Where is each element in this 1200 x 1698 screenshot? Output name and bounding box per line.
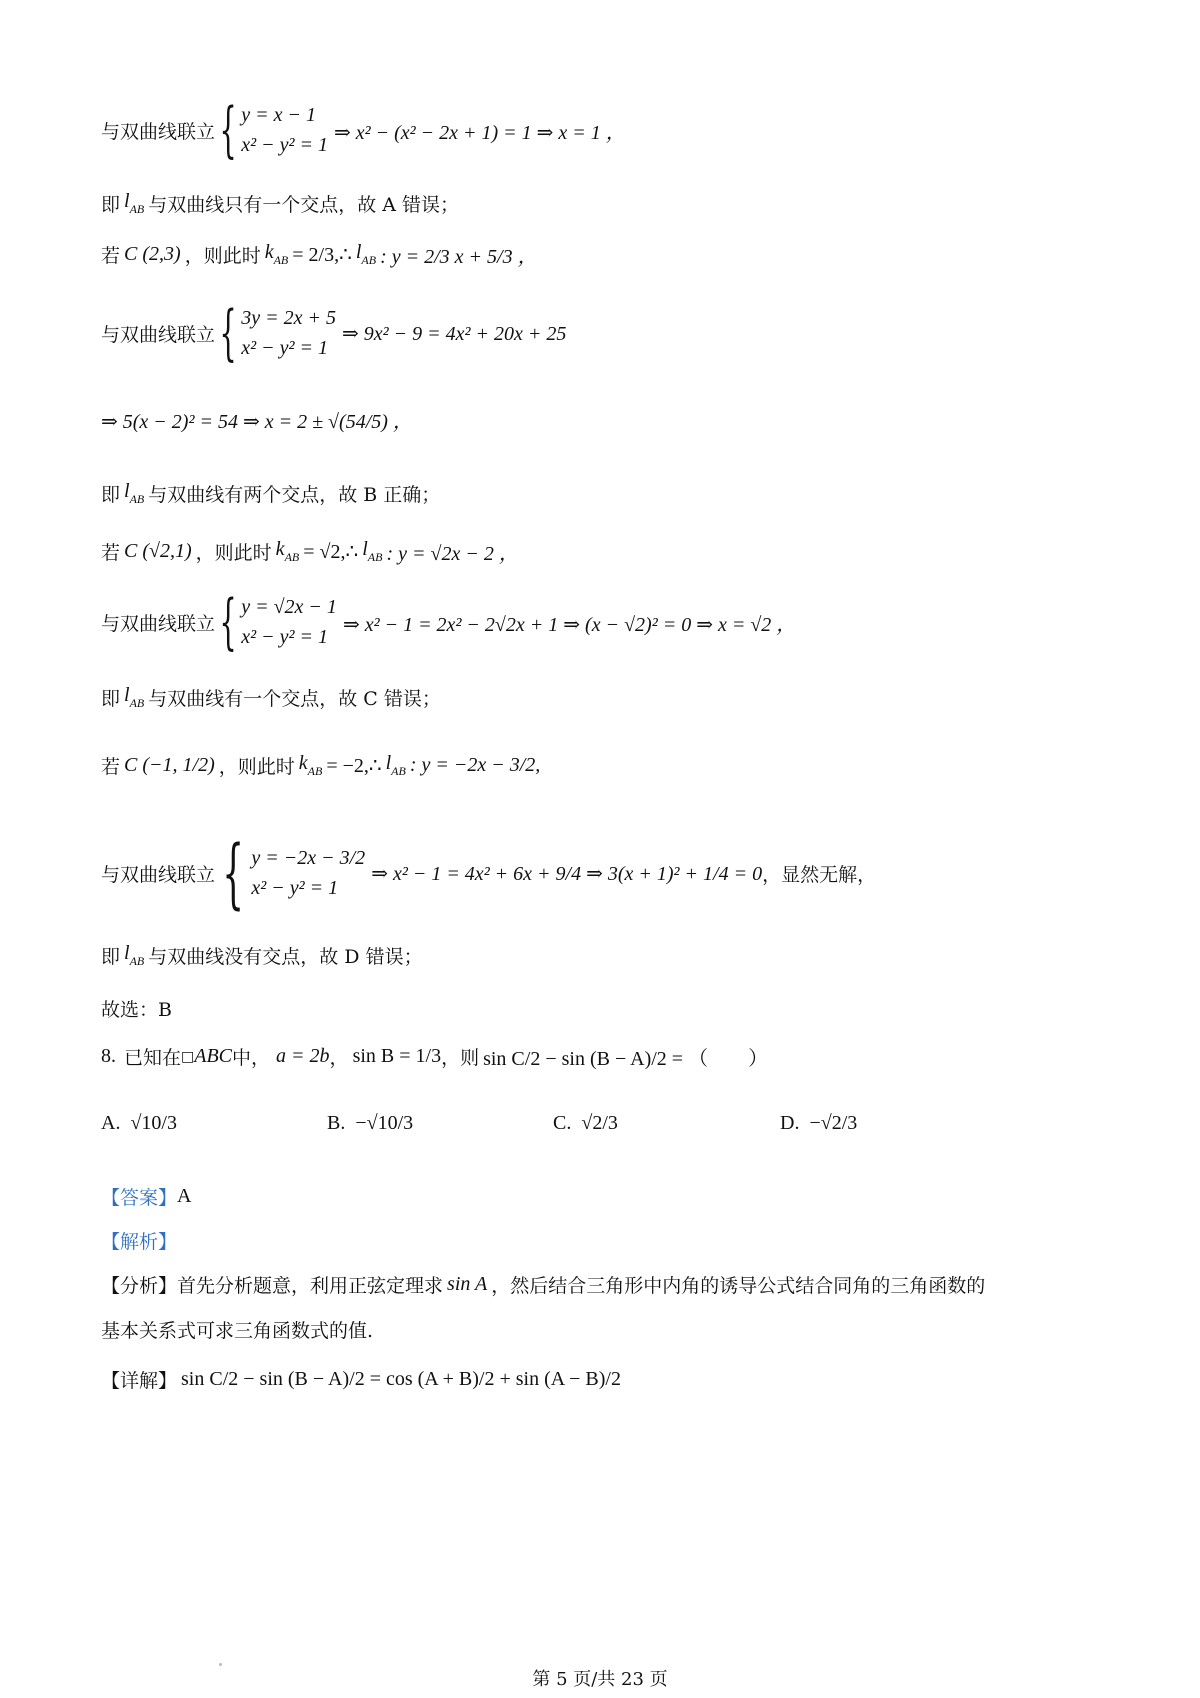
line-case-c: 若 C (√2,1) ，则此时 $k_{AB}$ = √2,∴ $l_{AB}$ : y = √2x − 2 ， [101, 538, 519, 565]
answer-line: 【答案】 A [101, 1185, 192, 1209]
option-d[interactable]: D. −√2/3 [780, 1112, 858, 1134]
brace-icon: { [219, 95, 237, 165]
detail-line: 【详解】 sin C/2 − sin (B − A)/2 = cos (A + B)/2 + sin (A − B)/2 [101, 1368, 621, 1392]
page-footer: 第 5 页/共 23 页 [532, 1669, 668, 1690]
line-solve-b: ⇒ 5(x − 2)² = 54 ⇒ x = 2 ± √(54/5) ， [101, 411, 413, 433]
brace-icon: { [222, 828, 245, 917]
option-a[interactable]: A. √10/3 [101, 1112, 177, 1134]
line-system-2: 与双曲线联立 { 3y = 2x + 5 x² − y² = 1 ⇒ 9x² − 9 = 4x² + 20x + 25 [101, 298, 567, 368]
fenxi-line-1: 【分析】 首先分析题意，利用正弦定理求 sin A ，然后结合三角形中内角的诱导公式结合同角的三角函数的 [101, 1273, 986, 1297]
line-system-3: 与双曲线联立 { y = √2x − 1 x² − y² = 1 ⇒ x² − 1 = 2x² − 2√2x + 1 ⇒ (x − √2)² = 0 ⇒ x = √2 ， [101, 587, 797, 657]
brace-icon: { [219, 298, 237, 368]
option-c[interactable]: C. √2/3 [553, 1112, 618, 1134]
line-conclusion-a: 即 $l_{AB}$ 与双曲线只有一个交点，故 A 错误； [101, 190, 460, 216]
line-system-4: 与双曲线联立 { y = −2x − 3/2 x² − y² = 1 ⇒ x² − 1 = 4x² + 6x + 9/4 ⇒ 3(x + 1)² + 1/4 = 0 ，显然无解， [101, 828, 877, 917]
triangle-icon: □ [181, 1048, 195, 1065]
line-system-1: 与双曲线联立 { y = x − 1 x² − y² = 1 ⇒ x² − (x² − 2x + 1) = 1 ⇒ x = 1 ， [101, 95, 626, 165]
line-conclusion-b: 即 $l_{AB}$ 与双曲线有两个交点，故 B 正确； [101, 480, 441, 506]
line-conclusion-d: 即 $l_{AB}$ 与双曲线没有交点，故 D 错误； [101, 942, 423, 968]
system-1: y = x − 1 x² − y² = 1 [241, 104, 328, 156]
fenxi-line-2: 基本关系式可求三角函数式的值. [101, 1320, 374, 1342]
line-choice: 故选：B [101, 999, 172, 1021]
line-case-d: 若 C (−1, 1/2) ，则此时 $k_{AB}$ = −2,∴ $l_{AB}$ : y = −2x − 3/2, [101, 752, 541, 778]
analysis-heading: 【解析】 [101, 1231, 178, 1253]
option-b[interactable]: B. −√10/3 [327, 1112, 414, 1134]
line-case-b: 若 C (2,3) ，则此时 $k_{AB}$ = 2/3,∴ $l_{AB}$ : y = 2/3 x + 5/3 ， [101, 241, 538, 268]
brace-icon: { [219, 587, 237, 657]
line-conclusion-c: 即 $l_{AB}$ 与双曲线有一个交点，故 C 错误； [101, 684, 441, 710]
question-8-stem: 8. 已知在 □ ABC 中， a = 2b ， sin B = 1/3 ，则 sin C/2 − sin (B − A)/2 = （ ） [101, 1045, 769, 1070]
